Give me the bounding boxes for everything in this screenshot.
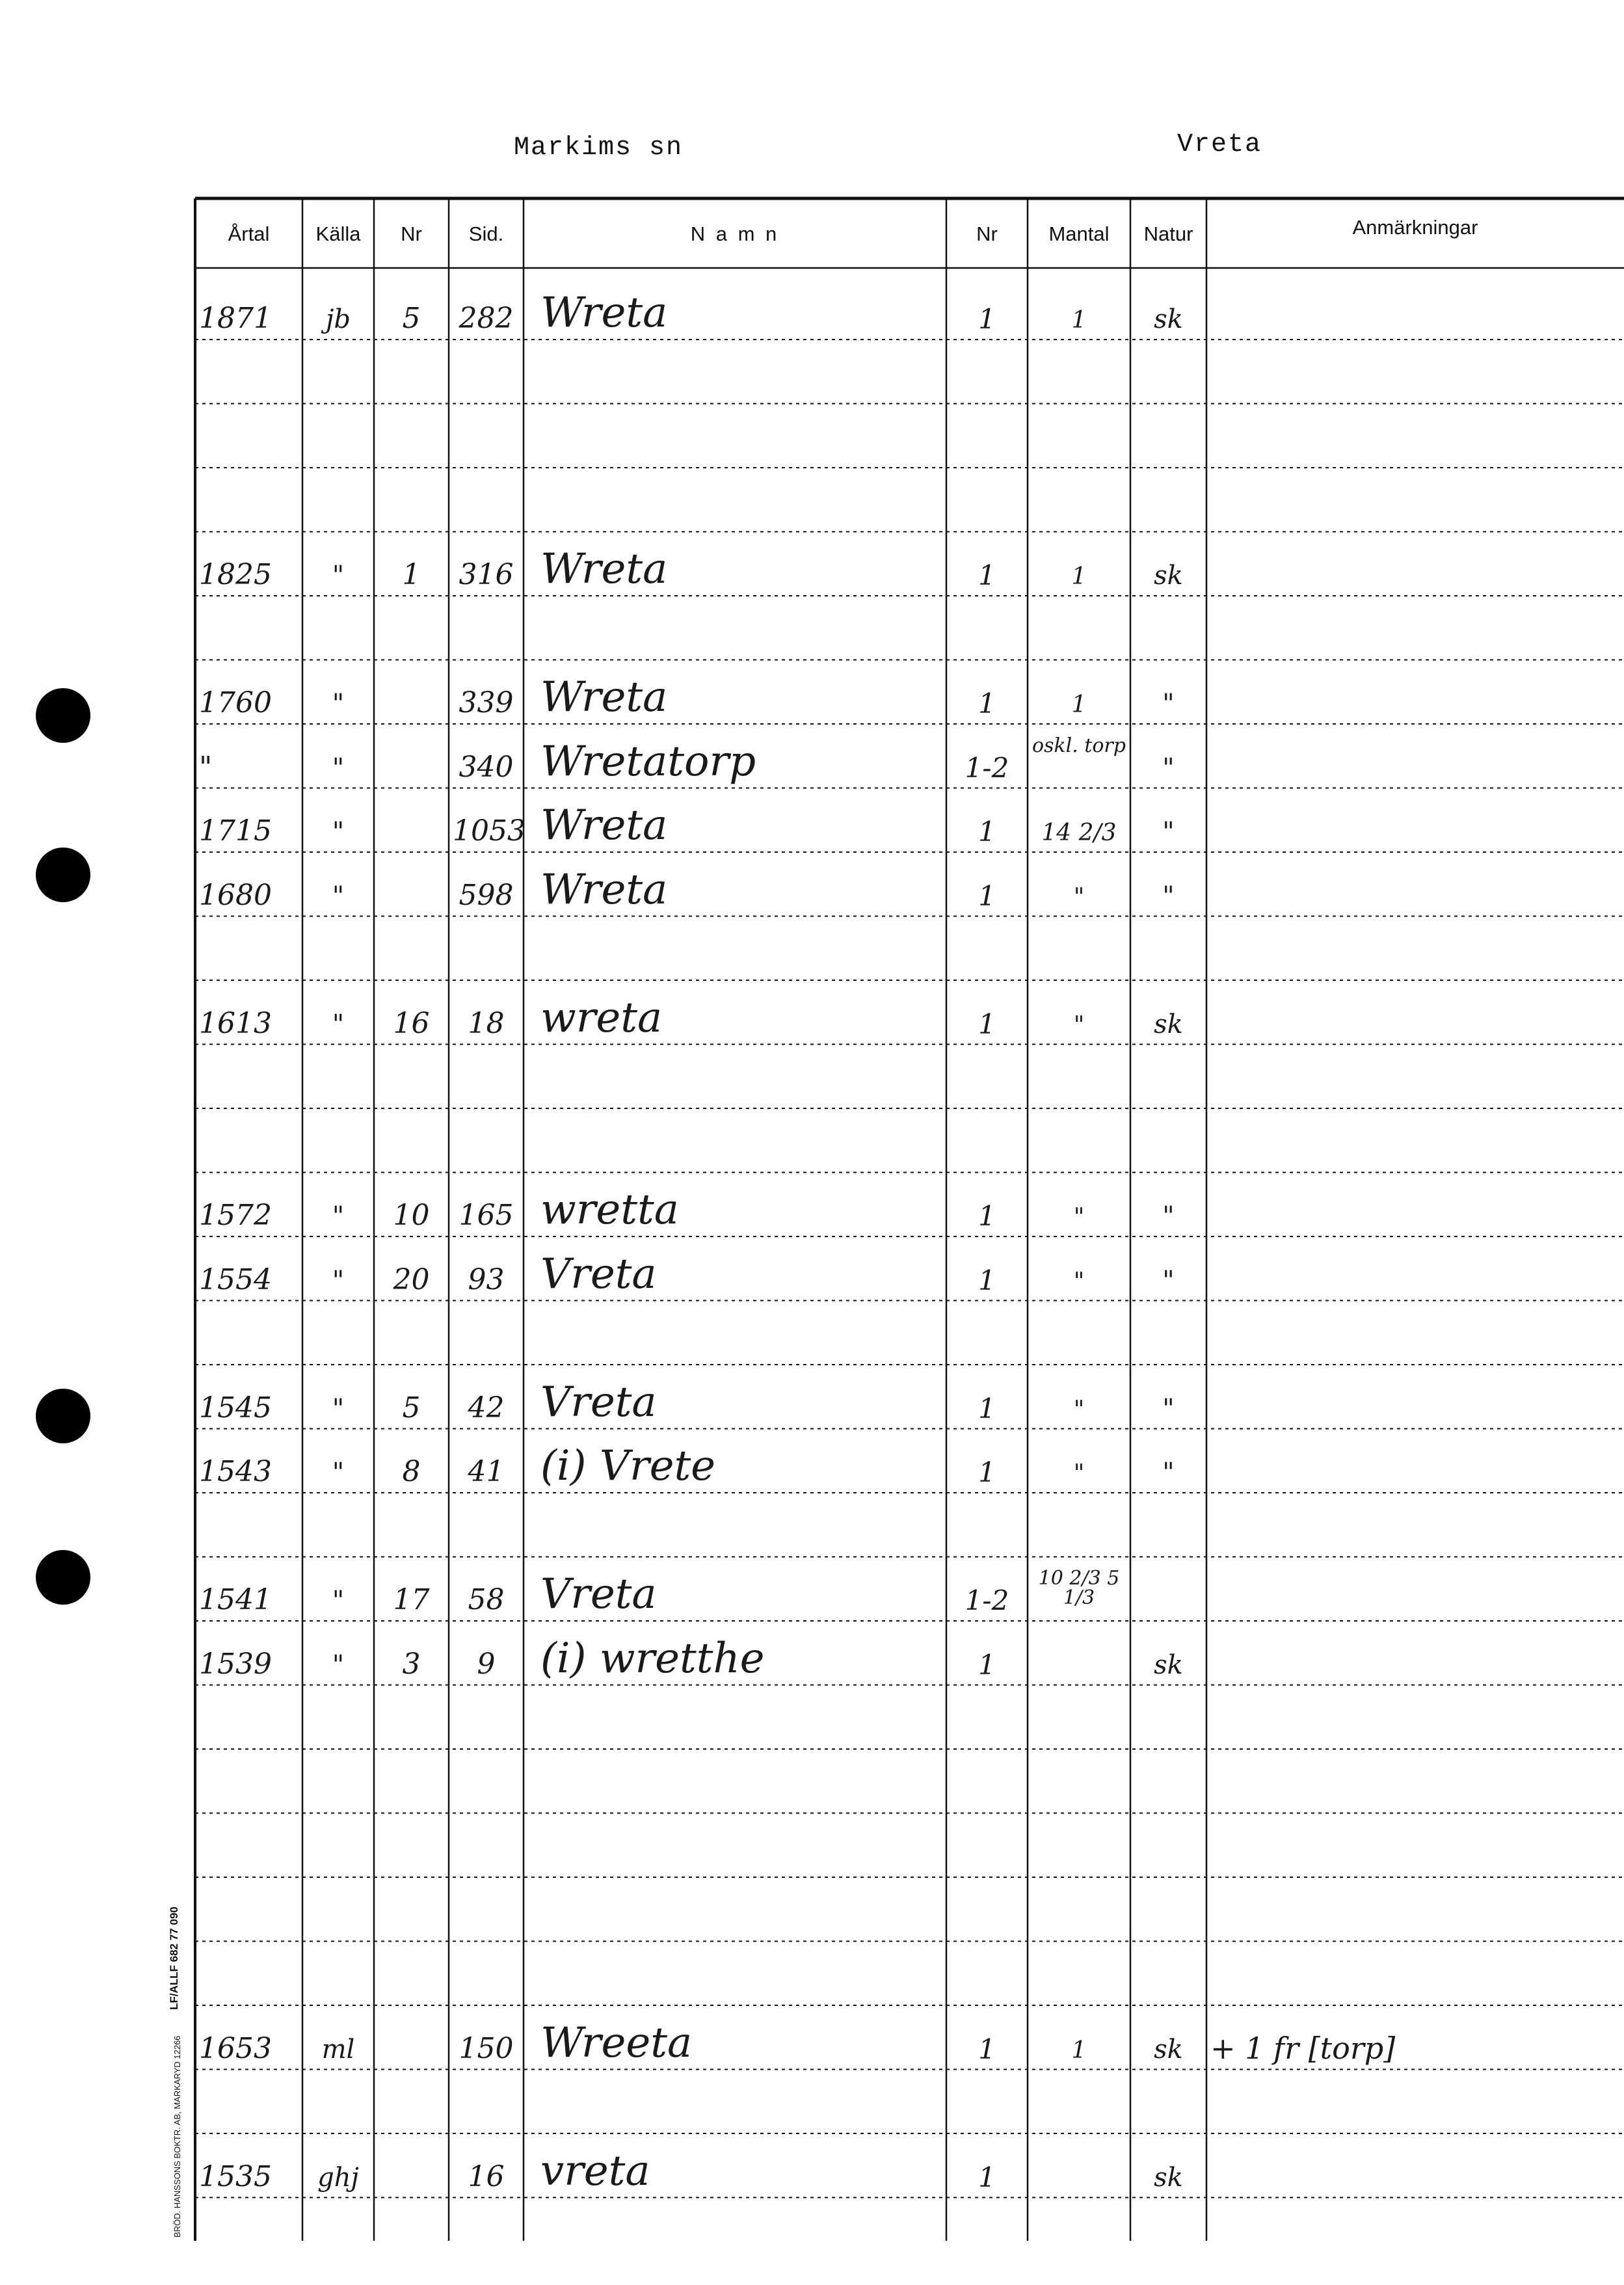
entry-artal: 1541 [199, 1583, 272, 1616]
entry-nr: 3 [402, 1647, 421, 1681]
column-header: Natur [1143, 222, 1193, 245]
entry-nr: 8 [402, 1455, 421, 1488]
entry-sid: 9 [477, 1647, 496, 1681]
entry-mantal: 1 [1071, 307, 1087, 334]
entry-nr2: 1 [978, 1008, 996, 1040]
entry-nr: 17 [393, 1583, 430, 1616]
entry-mantal: 1 [1071, 2037, 1087, 2064]
entry-namn: Wreeta [540, 2018, 693, 2067]
entry-namn: vreta [540, 2146, 650, 2195]
entry-namn: (i) Vrete [540, 1442, 716, 1490]
parish-title: Markims sn [514, 133, 684, 163]
entry-mantal: " [1073, 1204, 1085, 1231]
entry-namn: Wreta [540, 289, 668, 337]
entry-mantal: 14 2/3 [1041, 820, 1117, 846]
entry-kalla: " [332, 817, 345, 847]
entry-nr2: 1 [978, 1200, 996, 1232]
entry-sid: 340 [459, 750, 514, 784]
column-header: Nr [401, 222, 422, 245]
entry-kalla: " [332, 1650, 345, 1680]
entry-nr2: 1 [978, 1264, 996, 1296]
entry-natur: " [1162, 817, 1175, 847]
entry-artal: 1535 [199, 2159, 272, 2193]
entry-artal: " [199, 750, 213, 784]
entry-natur: sk [1154, 561, 1183, 591]
entry-kalla: " [332, 1586, 345, 1616]
entry-natur: " [1162, 753, 1175, 783]
entry-kalla: " [332, 753, 345, 783]
entry-sid: 282 [459, 302, 514, 335]
entry-artal: 1545 [199, 1391, 272, 1424]
entry-nr2: 1 [978, 2161, 996, 2193]
column-header: Sid. [468, 222, 504, 245]
entry-nr2: 1 [978, 303, 996, 335]
entry-natur: sk [1154, 1650, 1183, 1680]
entry-nr: 5 [402, 1391, 421, 1424]
entry-nr2: 1 [978, 816, 996, 848]
entry-kalla: ml [321, 2034, 355, 2065]
entry-kalla: ghj [317, 2162, 359, 2193]
entry-natur: sk [1154, 2162, 1183, 2193]
entry-namn: Vreta [540, 1378, 657, 1426]
entry-natur: " [1162, 1458, 1175, 1488]
entry-nr2: 1 [978, 1392, 996, 1424]
entry-mantal: " [1073, 1396, 1085, 1423]
entry-natur: " [1162, 689, 1175, 719]
entry-artal: 1760 [199, 686, 272, 719]
entry-namn: Wreta [540, 673, 668, 721]
entry-sid: 150 [459, 2031, 514, 2065]
column-header: Nr [976, 222, 998, 245]
entry-sid: 42 [468, 1391, 505, 1424]
entry-nr: 10 [393, 1199, 430, 1232]
entry-mantal: oskl. torp [1032, 734, 1126, 757]
entry-artal: 1871 [199, 302, 272, 335]
entry-namn: Wreta [540, 865, 668, 914]
entry-nr: 20 [393, 1263, 430, 1296]
entry-mantal: " [1073, 1268, 1085, 1295]
entry-sid: 16 [468, 2159, 505, 2193]
entry-mantal: " [1073, 1460, 1085, 1487]
entry-natur: " [1162, 1265, 1175, 1296]
entry-nr2: 1 [978, 1456, 996, 1488]
entry-namn: Wreta [540, 801, 668, 849]
entry-mantal: " [1073, 883, 1085, 911]
entry-namn: Wretatorp [540, 737, 756, 786]
entry-anm: + 1 fr [torp] [1210, 2030, 1396, 2066]
entry-namn: wreta [540, 993, 663, 1042]
entry-sid: 598 [459, 878, 514, 912]
entry-nr2: 1-2 [965, 751, 1009, 784]
entry-nr: 5 [402, 302, 421, 335]
entry-sid: 41 [468, 1455, 505, 1488]
column-header: N a m n [690, 222, 780, 245]
entry-kalla: " [332, 689, 345, 719]
column-header: Årtal [228, 222, 270, 245]
entry-nr: 1 [402, 558, 421, 591]
entry-kalla: " [332, 881, 345, 911]
entry-natur: sk [1154, 1009, 1183, 1039]
entry-sid: 339 [459, 686, 514, 719]
entry-mantal: 10 2/3 5 1/3 [1038, 1567, 1120, 1609]
entry-artal: 1653 [199, 2031, 272, 2065]
entry-nr: 16 [393, 1006, 430, 1040]
entry-sid: 18 [468, 1006, 505, 1040]
entry-artal: 1572 [199, 1199, 272, 1232]
printer-imprint: BRÖD. HANSSONS BOKTR. AB, MARKARYD 12266 [172, 2035, 182, 2238]
entry-sid: 58 [468, 1583, 505, 1616]
column-header: Anmärkningar [1352, 216, 1478, 239]
entry-kalla: " [332, 1458, 345, 1488]
entry-artal: 1613 [199, 1006, 272, 1040]
entry-artal: 1715 [199, 814, 272, 848]
entry-natur: " [1162, 1201, 1175, 1231]
entry-nr2: 1 [978, 688, 996, 719]
entry-artal: 1680 [199, 878, 272, 912]
entry-mantal: " [1073, 1011, 1085, 1039]
entry-namn: Wreta [540, 545, 668, 593]
entry-mantal: 1 [1071, 691, 1087, 718]
entry-natur: " [1162, 881, 1175, 911]
entry-namn: Vreta [540, 1570, 657, 1618]
entry-natur: sk [1154, 304, 1183, 334]
entry-nr2: 1 [978, 559, 996, 591]
entry-natur: " [1162, 1393, 1175, 1424]
entry-artal: 1554 [199, 1263, 272, 1296]
entry-kalla: jb [325, 304, 351, 334]
column-header: Källa [315, 222, 361, 245]
entry-kalla: " [332, 1265, 345, 1296]
place-title: Vreta [1177, 130, 1262, 159]
entry-kalla: " [332, 1009, 345, 1039]
entry-namn: Vreta [540, 1249, 657, 1298]
entry-sid: 316 [459, 558, 514, 591]
column-header: Mantal [1048, 222, 1110, 245]
entry-namn: (i) wretthe [540, 1634, 765, 1683]
entry-artal: 1539 [199, 1647, 272, 1681]
entry-mantal: 1 [1071, 563, 1087, 590]
entry-kalla: " [332, 1393, 345, 1424]
entry-sid: 1053 [453, 814, 526, 848]
entry-nr2: 1 [978, 879, 996, 912]
entry-namn: wretta [540, 1186, 679, 1234]
entry-artal: 1543 [199, 1455, 272, 1488]
form-code: LF/ALLF 682 77 090 [168, 1906, 180, 2010]
entry-nr2: 1 [978, 2033, 996, 2065]
entry-sid: 93 [468, 1263, 505, 1296]
entry-artal: 1825 [199, 558, 272, 591]
entry-kalla: " [332, 1201, 345, 1231]
entry-natur: sk [1154, 2034, 1183, 2065]
entry-nr2: 1 [978, 1648, 996, 1681]
entry-kalla: " [332, 561, 345, 591]
entry-nr2: 1-2 [965, 1584, 1009, 1616]
entry-sid: 165 [459, 1199, 514, 1232]
